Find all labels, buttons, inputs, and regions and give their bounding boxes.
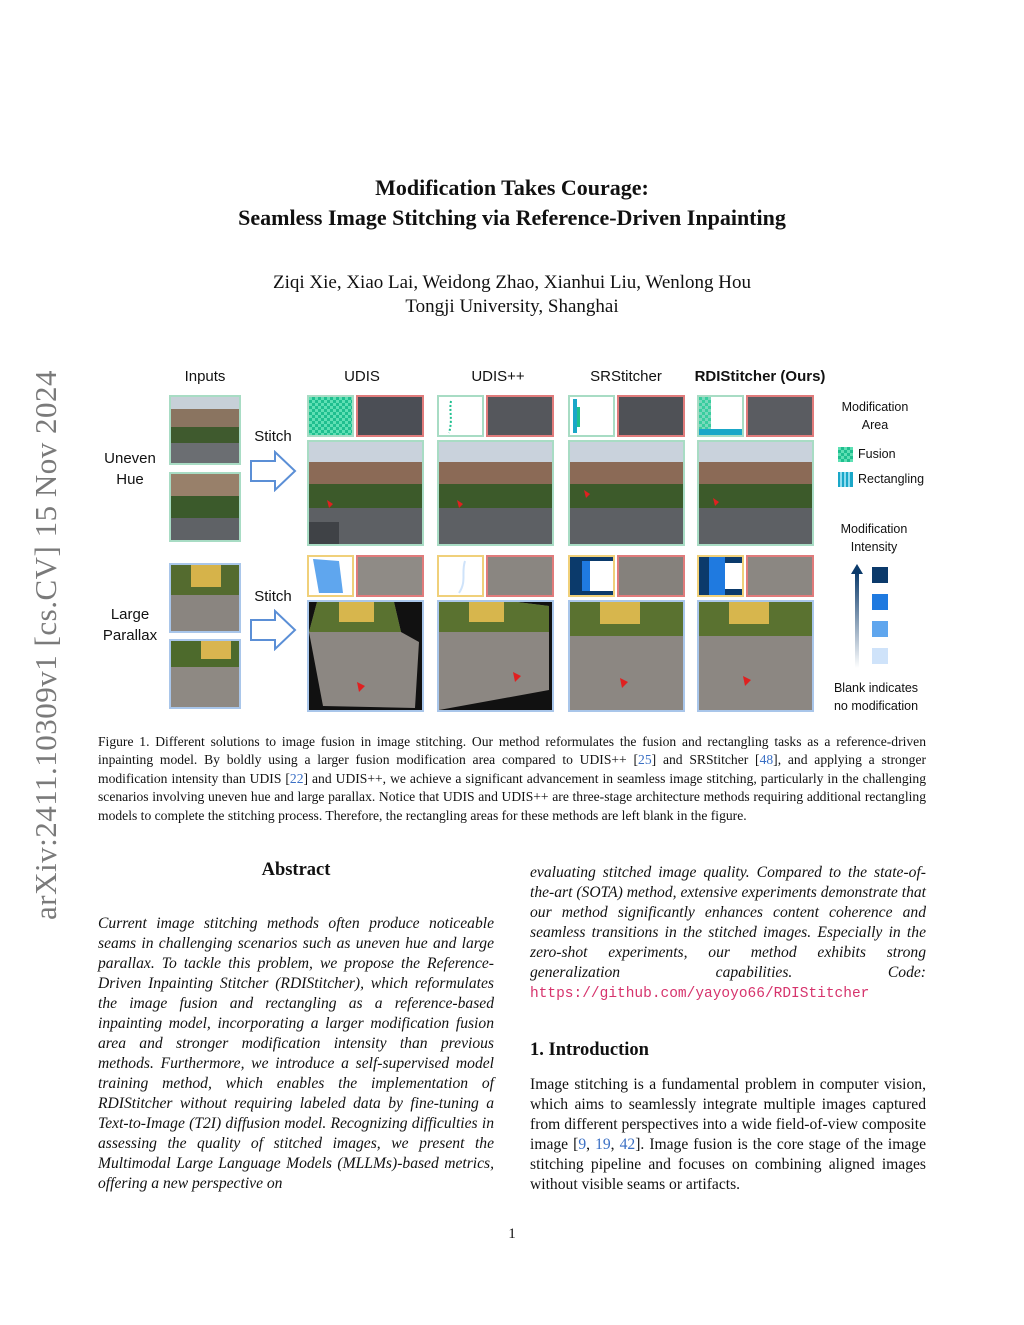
paper-title-line1: Modification Takes Courage: (375, 175, 649, 200)
figure-caption (98, 733, 926, 825)
row-label-large: Large (110, 606, 150, 623)
col-header-rdistitcher: RDIStitcher (Ours) (694, 368, 826, 385)
page-number: 1 (508, 1226, 516, 1242)
stitch-label-2: Stitch (254, 588, 292, 605)
code-link[interactable]: https://github.com/yayoyo66/RDIStitcher (530, 986, 870, 1002)
affiliation: Tongji University, Shanghai (405, 296, 619, 317)
udispp-crop-2 (486, 555, 554, 597)
legend-mod-area-l1: Modification (841, 400, 909, 414)
udis-fusion-mask-2 (307, 555, 354, 597)
abstract-continued (530, 863, 926, 1004)
udis-result-2 (307, 600, 424, 712)
arxiv-identifier: arXiv:2411.10309v1 [cs.CV] 15 Nov 2024 (28, 370, 63, 920)
legend-rectangling-label: Rectangling (858, 472, 925, 486)
caption-citation[interactable]: 22 (289, 770, 304, 786)
input-image-1b (169, 472, 241, 542)
udis-crop-2 (356, 555, 424, 597)
srstitcher-result-2 (568, 600, 685, 712)
intensity-arrow-icon (850, 564, 864, 668)
intro-sep: , (610, 1136, 620, 1153)
legend-blank-note (826, 679, 926, 715)
intro-text-1: Image stitching is a fundamental problem in computer vision, which aims to seamlessly integrate multiple images captured from different perspectives into a wide field-of-view composite image [ (530, 1076, 926, 1153)
row-label-large-parallax (95, 604, 165, 646)
srstitcher-result-1 (568, 440, 685, 546)
col-header-inputs: Inputs (184, 368, 226, 385)
srstitcher-crop-1 (617, 395, 685, 437)
input-image-2b (169, 639, 241, 709)
intro-body (530, 1075, 926, 1195)
udis-fusion-mask-1 (307, 395, 354, 437)
row-label-uneven: Uneven (104, 450, 156, 467)
input-image-2a (169, 563, 241, 633)
udispp-result-1 (437, 440, 554, 546)
intro-citation[interactable]: 19 (595, 1136, 611, 1153)
paper-title-line2: Seamless Image Stitching via Reference-Driven Inpainting (238, 205, 786, 230)
udis-crop-1 (356, 395, 424, 437)
arrow-right-icon (249, 450, 297, 492)
abstract-body: Current image stitching methods often produce noticeable seams in challenging scenarios such as uneven hue and large parallax. To tackle this problem, we propose the Reference-Driven Inpainting Stitcher (RDIStitcher), which reformulates the image fusion and rectangling as a reference-based inpainting model, incorporating a larger modification fusion area and stronger modification intensity than previous methods. Furthermore, we introduce a self-supervised model training method, which enables the implementation of RDIStitcher without requiring labeled data by fine-tuning a Text-to-Image (T2I) diffusion model. Recognizing difficulties in assessing the quality of stitched images, we present the Multimodal Large Language Models (MLLMs)-based metrics, offering a new perspective on (98, 915, 494, 1192)
legend-fusion-label: Fusion (858, 447, 896, 461)
srstitcher-fusion-mask-2 (568, 555, 615, 597)
legend-blank-l1: Blank indicates (833, 681, 919, 695)
udispp-crop-1 (486, 395, 554, 437)
row-label-parallax: Parallax (102, 627, 158, 644)
stitch-label-1: Stitch (254, 428, 292, 445)
arrow-right-icon (249, 609, 297, 651)
caption-citation[interactable]: 48 (759, 752, 774, 768)
srstitcher-fusion-mask-1 (568, 395, 615, 437)
udis-result-1 (307, 440, 424, 546)
rectangling-swatch-icon (838, 472, 853, 487)
author-list: Ziqi Xie, Xiao Lai, Weidong Zhao, Xianhui Liu, Wenlong Hou (272, 272, 751, 293)
caption-text-2: ] and SRStitcher [ (651, 752, 760, 768)
caption-text-4: ] and UDIS++, we achieve a significant advancement in seamless image stitching, particularly in the challenging scenarios involving uneven hue and large parallax. Notice that UDIS and UDIS++ are three-stage architecture methods requiring additional rectangling models to complete the stitching process. Therefore, the rectangling areas for these methods are left blank in the figure. (98, 770, 927, 823)
legend-modification-intensity (828, 520, 920, 556)
caption-text-1: Figure 1. Different solutions to image fusion in image stitching. Our method reformulates the fusion and rectangling tasks as a reference-driven inpainting model. By boldly using a larger fusion modification area compared to UDIS++ [ (98, 734, 926, 768)
row-label-hue: Hue (116, 471, 144, 488)
udispp-fusion-mask-2 (437, 555, 484, 597)
intensity-swatch-4 (872, 648, 888, 664)
intensity-swatch-2 (872, 594, 888, 610)
intensity-swatch-1 (872, 567, 888, 583)
udispp-result-2 (437, 600, 554, 712)
legend-blank-l2: no modification (833, 699, 919, 713)
rdistitcher-fusion-mask-2 (697, 555, 744, 597)
rdistitcher-fusion-mask-1 (697, 395, 744, 437)
caption-citation[interactable]: 25 (638, 752, 652, 768)
legend-mod-int-l2: Intensity (850, 540, 898, 554)
intro-text-2: ]. Image fusion is the core stage of the image stitching pipeline and focuses on combining aligned images without visible seams or artifacts. (530, 1136, 926, 1193)
col-header-srstitcher: SRStitcher (590, 368, 662, 385)
rdistitcher-crop-2 (746, 555, 814, 597)
srstitcher-crop-2 (617, 555, 685, 597)
intro-sep: , (586, 1136, 596, 1153)
rdistitcher-crop-1 (746, 395, 814, 437)
col-header-udispp: UDIS++ (471, 368, 525, 385)
intro-citation[interactable]: 9 (578, 1136, 587, 1153)
legend-mod-int-l1: Modification (840, 522, 908, 536)
caption-text-3: ], and applying a stronger modification intensity than UDIS [ (98, 752, 927, 786)
intro-heading: 1. Introduction (530, 1040, 649, 1060)
input-image-1a (169, 395, 241, 465)
rdistitcher-result-1 (697, 440, 814, 546)
udispp-fusion-mask-1 (437, 395, 484, 437)
legend-mod-area-l2: Area (861, 418, 889, 432)
intro-citation[interactable]: 42 (619, 1136, 636, 1153)
rdistitcher-result-2 (697, 600, 814, 712)
abstract-heading: Abstract (261, 860, 331, 880)
fusion-swatch-icon (838, 447, 853, 462)
row-label-uneven-hue (95, 448, 165, 490)
abstract-continued-text: evaluating stitched image quality. Compared to the state-of-the-art (SOTA) method, extensive experiments demonstrate that our method significantly enhances content coherence and seamless transitions in the stitched images. Especially in the zero-shot experiments, our method exhibits strong generalization capabilities. Code: (530, 864, 926, 981)
intensity-swatch-3 (872, 621, 888, 637)
col-header-udis: UDIS (344, 368, 380, 385)
legend-modification-area (830, 398, 920, 434)
